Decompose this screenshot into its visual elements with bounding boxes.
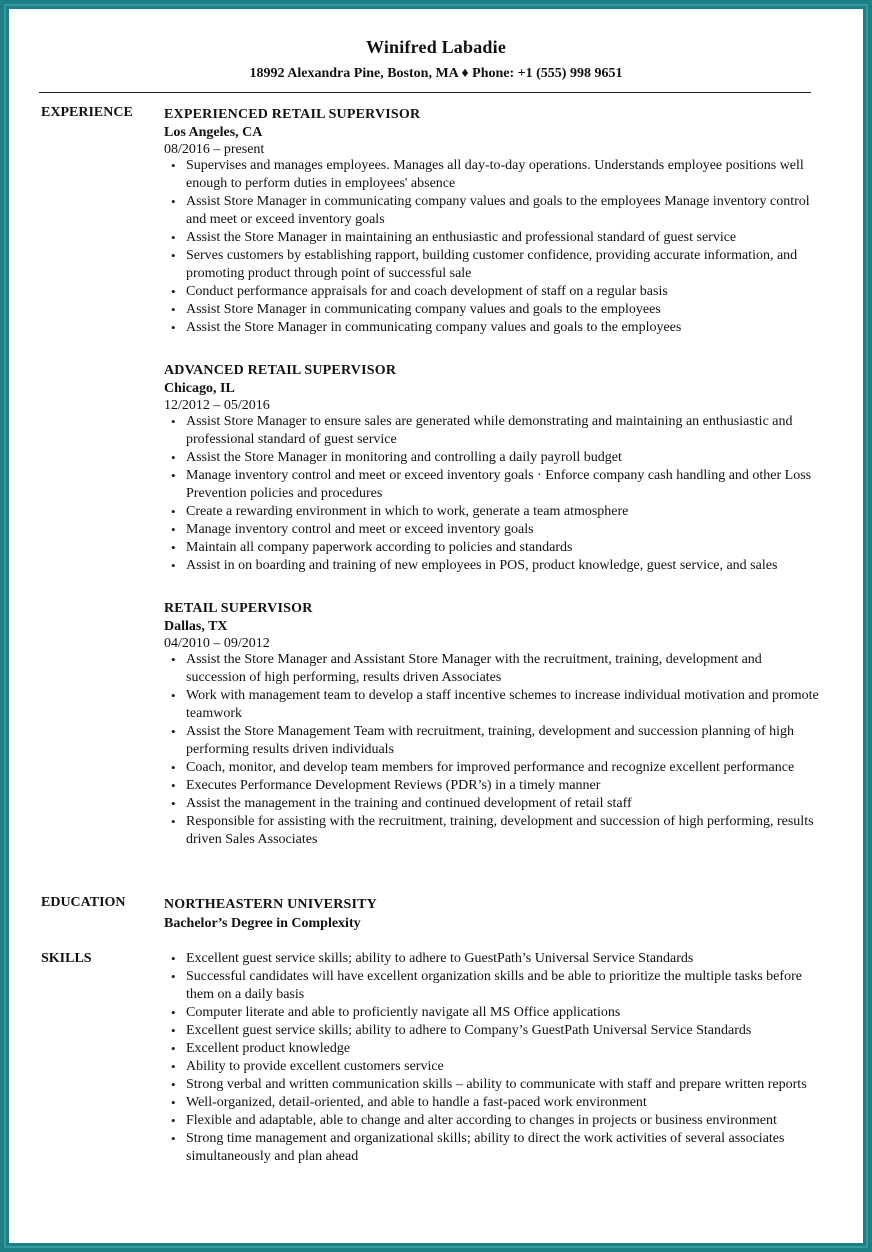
education-entry xyxy=(164,895,824,934)
contact-line: 18992 Alexandra Pine, Boston, MA ♦ Phone: +1 (555) 998 9651 xyxy=(249,66,623,81)
list-item: • Ability to provide excellent customers service xyxy=(164,1058,824,1076)
school-name: NORTHEASTERN UNIVERSITY xyxy=(164,897,377,912)
job-bullets xyxy=(164,413,824,575)
job-dates: 08/2016 – present xyxy=(164,142,265,157)
job-entry xyxy=(164,105,824,337)
candidate-name: Winifred Labadie xyxy=(365,37,507,57)
job-title: RETAIL SUPERVISOR xyxy=(164,601,313,616)
list-item: • Assist the Store Management Team with recruitment, training, development and succession planning of high performing results driven individuals xyxy=(164,723,824,759)
job-location: Chicago, IL xyxy=(164,381,235,396)
job-location: Los Angeles, CA xyxy=(164,125,263,140)
list-item: • Excellent product knowledge xyxy=(164,1040,824,1058)
list-item: • Assist in on boarding and training of new employees in POS, product knowledge, guest service, and sales xyxy=(164,557,824,575)
list-item: • Assist Store Manager to ensure sales are generated while demonstrating and maintaining an enthusiastic and professional standard of guest service xyxy=(164,413,824,449)
list-item: • Flexible and adaptable, able to change and alter according to changes in projects or business environment xyxy=(164,1112,824,1130)
list-item: • Assist the Store Manager in communicating company values and goals to the employees xyxy=(164,319,824,337)
list-item: • Supervises and manages employees. Manages all day-to-day operations. Understands employee positions well enough to perform duties in employees' absence xyxy=(164,157,824,193)
job-entry xyxy=(164,599,824,849)
list-item: • Successful candidates will have excellent organization skills and be able to prioritize the multiple tasks before them on a daily basis xyxy=(164,968,824,1004)
job-bullets xyxy=(164,651,824,849)
list-item: • Executes Performance Development Reviews (PDR’s) in a timely manner xyxy=(164,777,824,795)
list-item: • Assist Store Manager in communicating company values and goals to the employees xyxy=(164,301,824,319)
job-dates: 12/2012 – 05/2016 xyxy=(164,398,270,413)
list-item: • Assist the Store Manager in maintaining an enthusiastic and professional standard of guest service xyxy=(164,229,824,247)
list-item: • Create a rewarding environment in which to work, generate a team atmosphere xyxy=(164,503,824,521)
list-item: • Computer literate and able to proficiently navigate all MS Office applications xyxy=(164,1004,824,1022)
list-item: • Strong time management and organizational skills; ability to direct the work activities of several associates simultaneously and plan ahead xyxy=(164,1130,824,1166)
job-title: EXPERIENCED RETAIL SUPERVISOR xyxy=(164,107,421,122)
list-item: • Coach, monitor, and develop team members for improved performance and recognize excellent performance xyxy=(164,759,824,777)
section-label-experience: EXPERIENCE xyxy=(41,105,133,120)
list-item: • Maintain all company paperwork according to policies and standards xyxy=(164,539,824,557)
header-divider xyxy=(39,92,811,93)
skills-list xyxy=(164,950,824,1166)
section-label-education: EDUCATION xyxy=(41,895,126,910)
list-item: • Assist the Store Manager in monitoring and controlling a daily payroll budget xyxy=(164,449,824,467)
job-dates: 04/2010 – 09/2012 xyxy=(164,636,270,651)
degree: Bachelor’s Degree in Complexity xyxy=(164,916,361,931)
list-item: • Assist the Store Manager and Assistant Store Manager with the recruitment, training, development and succession of high performing, results driven Associates xyxy=(164,651,824,687)
list-item: • Manage inventory control and meet or exceed inventory goals xyxy=(164,521,824,539)
job-title: ADVANCED RETAIL SUPERVISOR xyxy=(164,363,397,378)
list-item: • Assist Store Manager in communicating company values and goals to the employees Manage inventory control and meet or exceed inventory goals xyxy=(164,193,824,229)
resume-page xyxy=(9,9,863,1243)
list-item: • Assist the management in the training and continued development of retail staff xyxy=(164,795,824,813)
list-item: • Work with management team to develop a staff incentive schemes to increase individual motivation and promote teamwork xyxy=(164,687,824,723)
list-item: • Well-organized, detail-oriented, and able to handle a fast-paced work environment xyxy=(164,1094,824,1112)
skills-list-container xyxy=(164,950,824,1166)
job-location: Dallas, TX xyxy=(164,619,228,634)
list-item: • Strong verbal and written communication skills – ability to communicate with staff and prepare written reports xyxy=(164,1076,824,1094)
list-item: • Excellent guest service skills; ability to adhere to GuestPath’s Universal Service Standards xyxy=(164,950,824,968)
job-entry xyxy=(164,361,824,575)
list-item: • Manage inventory control and meet or exceed inventory goals · Enforce company cash handling and other Loss Prevention policies and procedures xyxy=(164,467,824,503)
job-bullets xyxy=(164,157,824,337)
list-item: • Excellent guest service skills; ability to adhere to Company’s GuestPath Universal Service Standards xyxy=(164,1022,824,1040)
list-item: • Serves customers by establishing rapport, building customer confidence, providing accurate information, and promoting product through point of successful sale xyxy=(164,247,824,283)
list-item: • Conduct performance appraisals for and coach development of staff on a regular basis xyxy=(164,283,824,301)
list-item: • Responsible for assisting with the recruitment, training, development and succession of high performing, results driven Sales Associates xyxy=(164,813,824,849)
section-label-skills: SKILLS xyxy=(41,951,92,966)
